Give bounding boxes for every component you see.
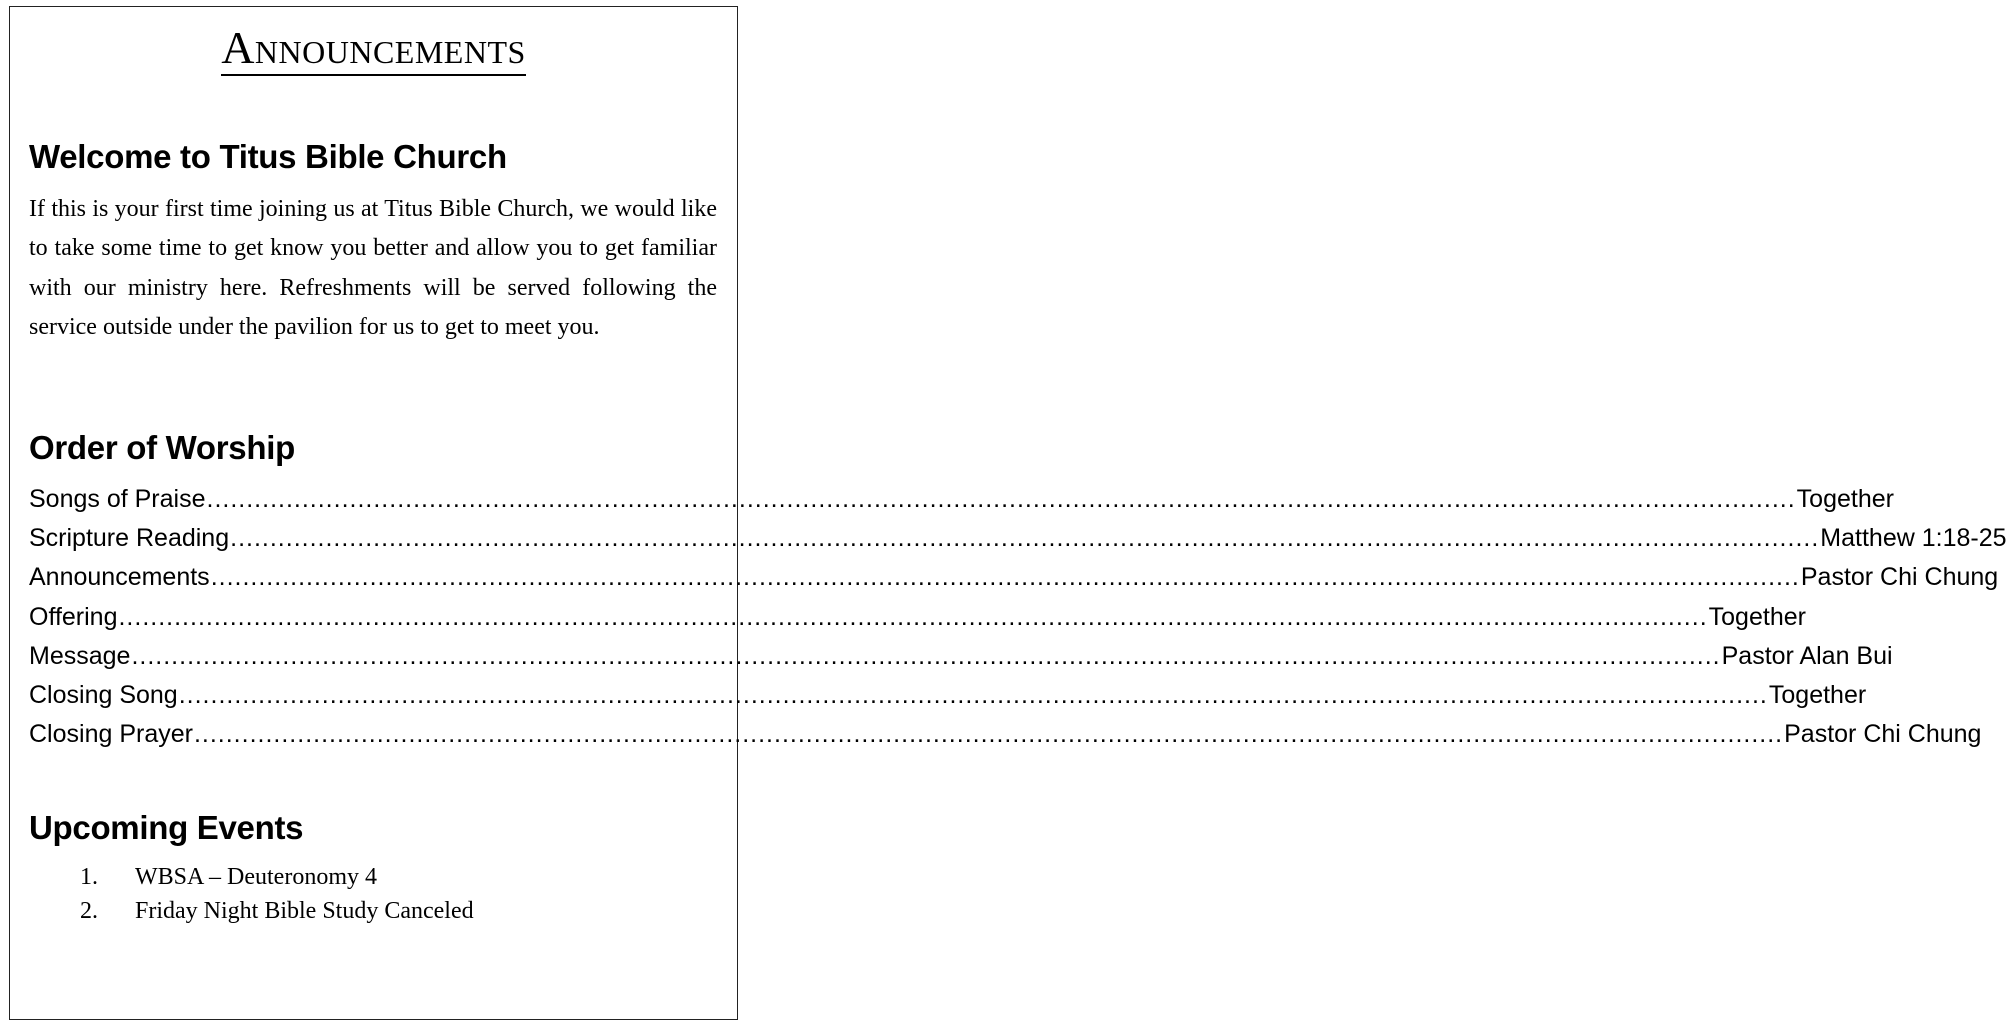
welcome-heading: Welcome to Titus Bible Church [29, 138, 507, 175]
events-list [80, 860, 474, 928]
welcome-paragraph: If this is your first time joining us at Titus Bible Church, we would like to take some time to get know you better and allow you to get familiar with our ministry here. Refreshments will be served following the service outside under the pavilion for us to get to meet you. [29, 196, 717, 340]
dot-leader: ........................................................................................................................................................................................................ [178, 680, 1768, 709]
order-row [29, 637, 1893, 676]
order-item: Closing Prayer [29, 720, 193, 749]
dot-leader: ........................................................................................................................................................................................................ [193, 720, 1784, 749]
events-heading: Upcoming Events [29, 809, 304, 846]
order-item: Scripture Reading [29, 524, 230, 553]
page-title [0, 18, 747, 78]
order-item: Offering [29, 602, 118, 631]
dot-leader: ........................................................................................................................................................................................................ [230, 524, 1820, 553]
order-leader: Matthew 1:18-25 [1820, 524, 2007, 553]
order-leader: Pastor Alan Bui [1721, 641, 1893, 670]
event-number: 1. [80, 864, 98, 890]
event-text: WBSA – Deuteronomy 4 [135, 864, 377, 890]
order-row [29, 558, 1999, 597]
order-item: Message [29, 641, 131, 670]
order-item: Closing Song [29, 680, 178, 709]
title-text: Announcements [221, 22, 526, 76]
dot-leader: ........................................................................................................................................................................................................ [206, 485, 1796, 513]
event-text: Friday Night Bible Study Canceled [135, 898, 474, 924]
order-row [29, 676, 1867, 715]
event-number: 2. [80, 898, 98, 924]
order-item: Songs of Praise [29, 485, 206, 513]
list-item [80, 860, 474, 894]
dot-leader: ........................................................................................................................................................................................................ [210, 563, 1800, 592]
dot-leader: ........................................................................................................................................................................................................ [118, 602, 1708, 631]
order-row [29, 480, 1894, 519]
list-item [80, 894, 474, 928]
order-row [29, 715, 1982, 754]
order-leader: Together [1768, 680, 1867, 709]
order-row [29, 598, 1806, 637]
order-list [29, 480, 2007, 754]
order-row [29, 519, 2007, 558]
order-heading: Order of Worship [29, 429, 295, 466]
order-leader: Pastor Chi Chung [1784, 720, 1982, 749]
dot-leader: ........................................................................................................................................................................................................ [131, 641, 1721, 670]
order-leader: Together [1708, 602, 1806, 631]
order-item: Announcements [29, 563, 210, 592]
order-leader: Pastor Chi Chung [1800, 563, 1999, 592]
order-leader: Together [1796, 485, 1894, 513]
